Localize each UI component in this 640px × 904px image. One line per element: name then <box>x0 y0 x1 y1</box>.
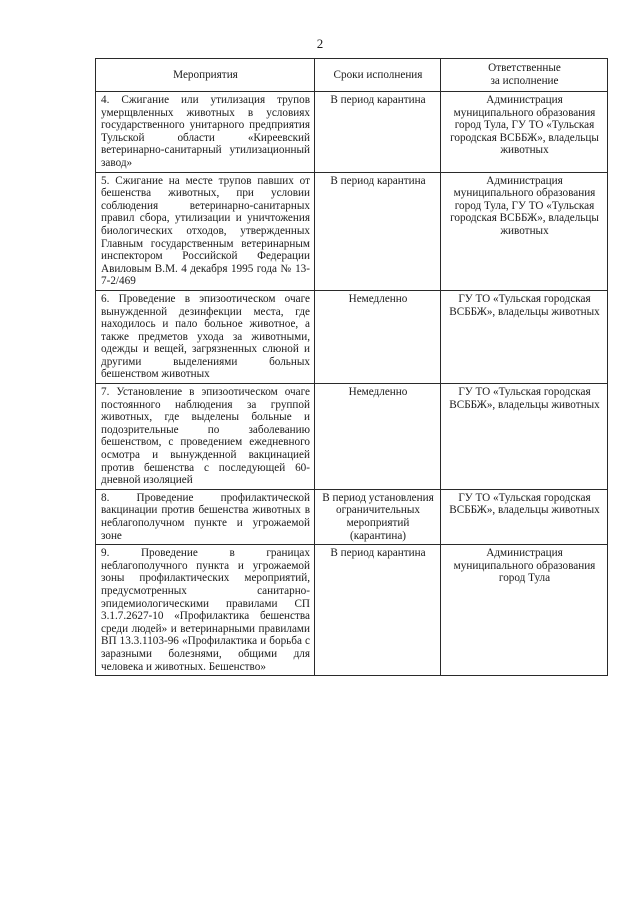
term-cell: В период карантина <box>315 545 441 676</box>
page-number: 2 <box>316 36 324 51</box>
term-cell: В период установления ограничительных мероприятий (карантина) <box>315 489 441 544</box>
action-cell: 5. Сжигание на месте трупов павших от бешенства животных, при условии соблюдения ветеринарно-санитарных правил сбора, утилизации и уничтожения биологических отходов, утвержденных Главным государственным ветеринарным инспектором Российской Федерации Авиловым В.М. 4 декабря 1995 года № 13-7-2/469 <box>96 172 315 290</box>
responsible-cell: Администрация муниципального образования город Тула <box>441 545 608 676</box>
header-actions: Мероприятия <box>96 59 315 92</box>
responsible-cell: Администрация муниципального образования город Тула, ГУ ТО «Тульская городская ВСББЖ», владельцы животных <box>441 92 608 173</box>
responsible-cell: ГУ ТО «Тульская городская ВСББЖ», владельцы животных <box>441 290 608 383</box>
action-cell: 8. Проведение профилактической вакцинации против бешенства животных в неблагополучном пункте и угрожаемой зоне <box>96 489 315 544</box>
responsible-cell: Администрация муниципального образования город Тула, ГУ ТО «Тульская городская ВСББЖ», владельцы животных <box>441 172 608 290</box>
header-deadlines: Сроки исполнения <box>315 59 441 92</box>
table-row <box>96 290 608 383</box>
term-cell: В период карантина <box>315 172 441 290</box>
action-cell: 6. Проведение в эпизоотическом очаге вынужденной дезинфекции места, где находилось и пало больное животное, а также предметов ухода за животными, одежды и вещей, загрязненных слюной и другими выделениями больных бешенством животных <box>96 290 315 383</box>
term-cell: Немедленно <box>315 384 441 490</box>
table-row <box>96 489 608 544</box>
responsible-cell: ГУ ТО «Тульская городская ВСББЖ», владельцы животных <box>441 384 608 490</box>
action-cell: 9. Проведение в границах неблагополучного пункта и угрожаемой зоны профилактических мероприятий, предусмотренных санитарно-эпидемиологическими правилами СП 3.1.7.2627-10 «Профилактика бешенства среди людей» и ветеринарными правилами ВП 13.3.1103-96 «Профилактика и борьба с заразными болезнями, общими для человека и животных. Бешенство» <box>96 545 315 676</box>
term-cell: Немедленно <box>315 290 441 383</box>
header-responsible: Ответственные за исполнение <box>441 59 608 92</box>
term-cell: В период карантина <box>315 92 441 173</box>
action-cell: 7. Установление в эпизоотическом очаге постоянного наблюдения за группой животных, где выделены больные и подозрительные по заболеванию бешенством, с проведением ежедневного осмотра и вынужденной вакцинацией против бешенства с последующей 60-дневной изоляцией <box>96 384 315 490</box>
table-row <box>96 172 608 290</box>
table-row <box>96 384 608 490</box>
responsible-cell: ГУ ТО «Тульская городская ВСББЖ», владельцы животных <box>441 489 608 544</box>
measures-table <box>95 58 608 676</box>
table-row <box>96 92 608 173</box>
table-row <box>96 545 608 676</box>
table-header-row <box>96 59 608 92</box>
action-cell: 4. Сжигание или утилизация трупов умерщвленных животных в условиях государственного унитарного предприятия Тульской области «Киреевский ветеринарно-санитарный утилизационный завод» <box>96 92 315 173</box>
